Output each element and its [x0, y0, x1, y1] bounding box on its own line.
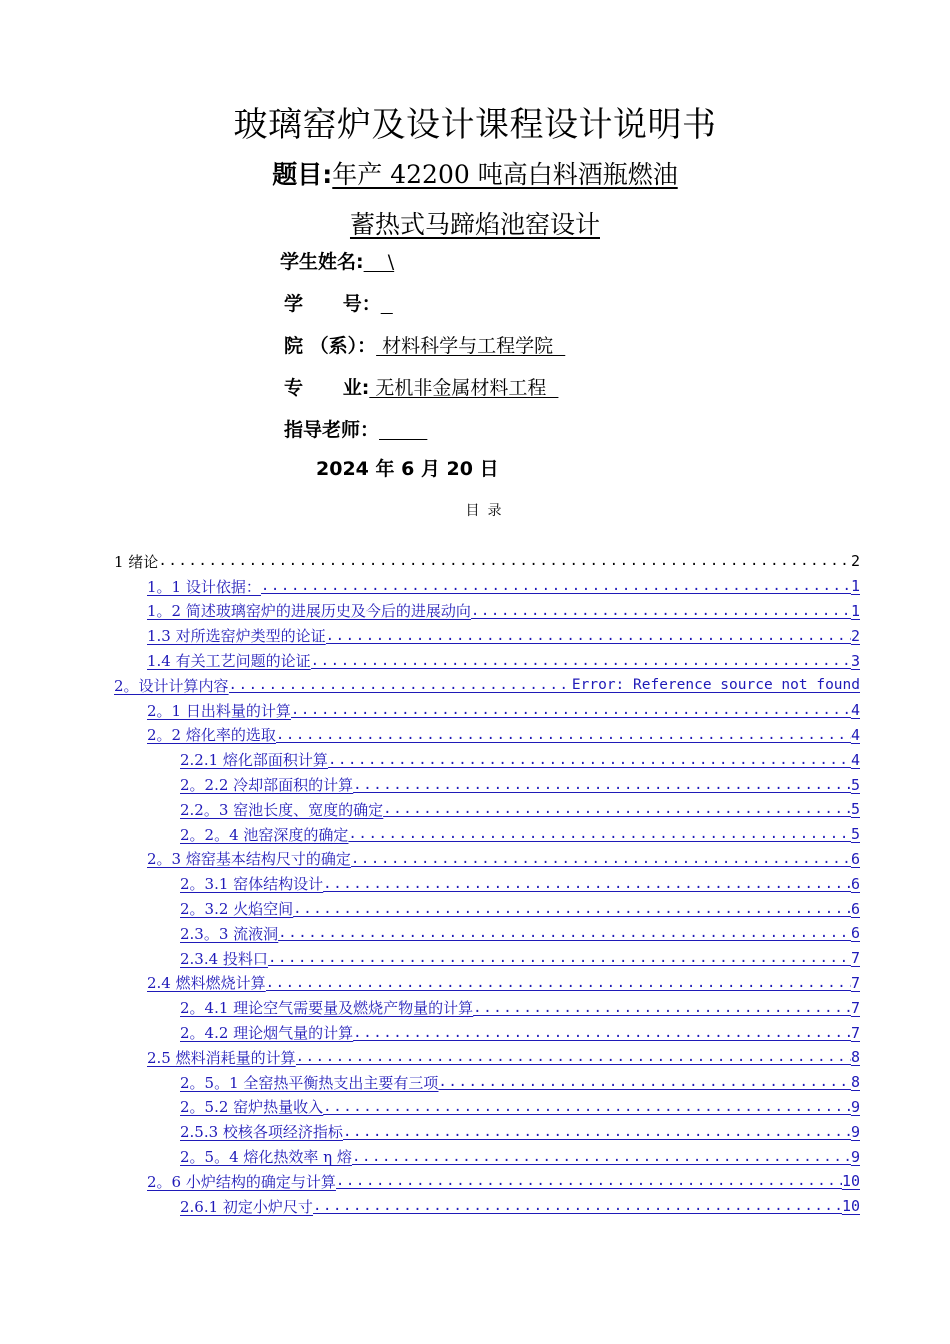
- toc-entry-page: 10: [841, 1197, 860, 1216]
- advisor-label: 指导老师：: [284, 419, 380, 441]
- toc-entry[interactable]: [114, 623, 860, 648]
- toc-entry[interactable]: [114, 1194, 860, 1219]
- toc-entry-page: 7: [850, 998, 860, 1017]
- toc-entry-title: 1。1 设计依据：: [147, 577, 261, 596]
- toc-entry-title: 2。4.1 理论空气需要量及燃烧产物量的计算: [180, 999, 474, 1018]
- toc-leader-dots: [323, 876, 851, 892]
- toc-entry-title: 2.5.3 校核各项经济指标: [180, 1123, 343, 1142]
- toc-entry-page: 8: [850, 1048, 860, 1067]
- toc-entry[interactable]: [114, 673, 860, 698]
- toc-entry-title: 2。2。4 池窑深度的确定: [180, 825, 349, 844]
- advisor-field: [284, 417, 427, 443]
- toc-entry[interactable]: [114, 698, 860, 723]
- toc-entry[interactable]: [114, 574, 860, 599]
- toc-entry-title: 2.4 燃料燃烧计算: [147, 974, 266, 993]
- major-field: [284, 375, 558, 401]
- student-id-value: [381, 293, 393, 315]
- toc-leader-dots: [293, 901, 851, 917]
- toc-leader-dots: [323, 1099, 851, 1115]
- toc-entry[interactable]: [114, 1095, 860, 1120]
- toc-leader-dots: [276, 727, 851, 743]
- department-field: [284, 333, 565, 359]
- toc-leader-dots: [268, 950, 851, 966]
- toc-entry-title: 2。设计计算内容: [114, 676, 229, 695]
- toc-leader-dots: [383, 801, 851, 817]
- toc-entry-page: 4: [850, 750, 860, 769]
- toc-entry-title: 2.3。3 流液洞: [180, 924, 279, 943]
- toc-leader-dots: [438, 1074, 851, 1090]
- toc-leader-dots: [296, 1049, 851, 1065]
- toc-entry-title: 2。5.2 窑炉热量收入: [180, 1098, 324, 1117]
- department-label: 院 （系）：: [284, 335, 377, 357]
- toc-leader-dots: [326, 628, 851, 644]
- toc-entry-page: 10: [841, 1172, 860, 1191]
- toc-entry-title: 1.4 有关工艺问题的论证: [147, 652, 311, 671]
- toc-leader-dots: [278, 925, 851, 941]
- toc-entry-page: 9: [850, 1097, 860, 1116]
- toc-leader-dots: [158, 553, 851, 569]
- toc-entry-title: 2。5。4 熔化热效率 η 熔: [180, 1148, 352, 1167]
- toc-entry-page: 1: [850, 577, 860, 596]
- toc-entry[interactable]: [114, 822, 860, 847]
- toc-entry-title: 2。2.2 冷却部面积的计算: [180, 776, 354, 795]
- toc-entry[interactable]: [114, 1045, 860, 1070]
- toc-entry-page: 5: [850, 800, 860, 819]
- advisor-value: [379, 419, 427, 441]
- major-label: 专 业:: [284, 377, 370, 399]
- toc-entry-page: 6: [850, 874, 860, 893]
- toc-leader-dots: [352, 1149, 851, 1165]
- subject-value-1: 年产 42200 吨高白料酒瓶燃油: [332, 160, 678, 189]
- toc-entry-page: Error: Reference source not found: [571, 677, 860, 694]
- toc-entry-title: 2。3.1 窑体结构设计: [180, 875, 324, 894]
- subject-line-2: [0, 206, 950, 244]
- toc-entry-title: 2.2。3 窑池长度、宽度的确定: [180, 800, 384, 819]
- student-id-field: [284, 291, 393, 317]
- toc-leader-dots: [343, 1124, 851, 1140]
- toc-entry-title: 1 绪论: [114, 552, 159, 571]
- toc-entry-title: 2.5 燃料消耗量的计算: [147, 1048, 296, 1067]
- toc-leader-dots: [266, 975, 851, 991]
- toc-entry-title: 1.3 对所选窑炉类型的论证: [147, 627, 326, 646]
- toc-entry[interactable]: [114, 921, 860, 946]
- toc-entry[interactable]: [114, 772, 860, 797]
- subject-value-2: 蓄热式马蹄焰池窑设计: [349, 210, 600, 239]
- toc-entry[interactable]: [114, 648, 860, 673]
- toc-entry-page: 5: [850, 775, 860, 794]
- toc-leader-dots: [313, 1198, 842, 1214]
- toc-leader-dots: [336, 1173, 842, 1189]
- toc-leader-dots: [261, 578, 851, 594]
- major-value: 无机非金属材料工程: [369, 377, 559, 399]
- toc-leader-dots: [328, 752, 851, 768]
- toc-leader-dots: [353, 1025, 851, 1041]
- toc-entry-title: 2。5。1 全窑热平衡热支出主要有三项: [180, 1073, 439, 1092]
- toc-leader-dots: [471, 603, 851, 619]
- toc-entry[interactable]: [114, 896, 860, 921]
- toc-entry[interactable]: [114, 599, 860, 624]
- toc-heading: 目录: [465, 503, 510, 519]
- document-title: 玻璃窑炉及设计课程设计说明书: [233, 105, 717, 145]
- toc-entry-page: 7: [850, 1023, 860, 1042]
- toc-entry-page: 2: [850, 552, 860, 571]
- toc-entry[interactable]: [114, 847, 860, 872]
- toc-entry-page: 8: [850, 1073, 860, 1092]
- toc-entry-page: 5: [850, 825, 860, 844]
- toc-entry-title: 2。1 日出料量的计算: [147, 701, 291, 720]
- toc-leader-dots: [353, 777, 851, 793]
- toc-entry[interactable]: [114, 1119, 860, 1144]
- toc-entry-title: 2。3 熔窑基本结构尺寸的确定: [147, 850, 351, 869]
- toc-entry: [114, 549, 860, 574]
- toc-entry-title: 1。2 简述玻璃窑炉的进展历史及今后的进展动向: [147, 602, 471, 621]
- subject-line-1: [0, 156, 950, 194]
- toc-entry[interactable]: [114, 1144, 860, 1169]
- toc-entry-page: 3: [850, 651, 860, 670]
- toc-entry[interactable]: [114, 747, 860, 772]
- toc-leader-dots: [351, 851, 851, 867]
- toc-entry-title: 2。3.2 火焰空间: [180, 900, 294, 919]
- toc-entry[interactable]: [114, 946, 860, 971]
- toc-entry-title: 2.2.1 熔化部面积计算: [180, 751, 328, 770]
- toc-entry-page: 9: [850, 1122, 860, 1141]
- student-name-label: 学生姓名:: [280, 251, 364, 273]
- department-value: 材料科学与工程学院: [376, 335, 566, 357]
- toc-entry-page: 4: [850, 725, 860, 744]
- toc-entry[interactable]: [114, 723, 860, 748]
- toc-leader-dots: [311, 653, 851, 669]
- toc-entry-page: 6: [850, 924, 860, 943]
- toc-entry-title: 2。4.2 理论烟气量的计算: [180, 1024, 354, 1043]
- toc-entry-title: 2。6 小炉结构的确定与计算: [147, 1172, 336, 1191]
- toc-leader-dots: [291, 702, 851, 718]
- toc-entry[interactable]: [114, 971, 860, 996]
- toc-entry-page: 9: [850, 1147, 860, 1166]
- toc-entry-page: 7: [850, 949, 860, 968]
- toc-entry[interactable]: [114, 1070, 860, 1095]
- toc-entry-title: 2.3.4 投料口: [180, 949, 268, 968]
- toc-entry[interactable]: [114, 1020, 860, 1045]
- document-date: 2024 年 6 月 20 日: [316, 458, 499, 480]
- toc-leader-dots: [229, 677, 572, 693]
- toc-entry-title: 2.6.1 初定小炉尺寸: [180, 1197, 313, 1216]
- toc-entry[interactable]: [114, 1169, 860, 1194]
- toc-entry[interactable]: [114, 871, 860, 896]
- toc-entry-page: 2: [850, 626, 860, 645]
- student-name-field: [280, 249, 394, 275]
- toc-entry-page: 4: [850, 701, 860, 720]
- toc-entry-page: 6: [850, 849, 860, 868]
- student-id-label: 学 号：: [284, 293, 381, 315]
- subject-label: 题目:: [272, 160, 333, 189]
- toc-entry[interactable]: [114, 797, 860, 822]
- toc-leader-dots: [348, 826, 851, 842]
- table-of-contents: [114, 549, 860, 1219]
- student-name-value: \: [363, 251, 395, 273]
- toc-entry-page: 7: [850, 973, 860, 992]
- toc-leader-dots: [473, 1000, 851, 1016]
- toc-entry[interactable]: [114, 995, 860, 1020]
- toc-entry-title: 2。2 熔化率的选取: [147, 726, 276, 745]
- toc-entry-page: 6: [850, 899, 860, 918]
- toc-entry-page: 1: [850, 601, 860, 620]
